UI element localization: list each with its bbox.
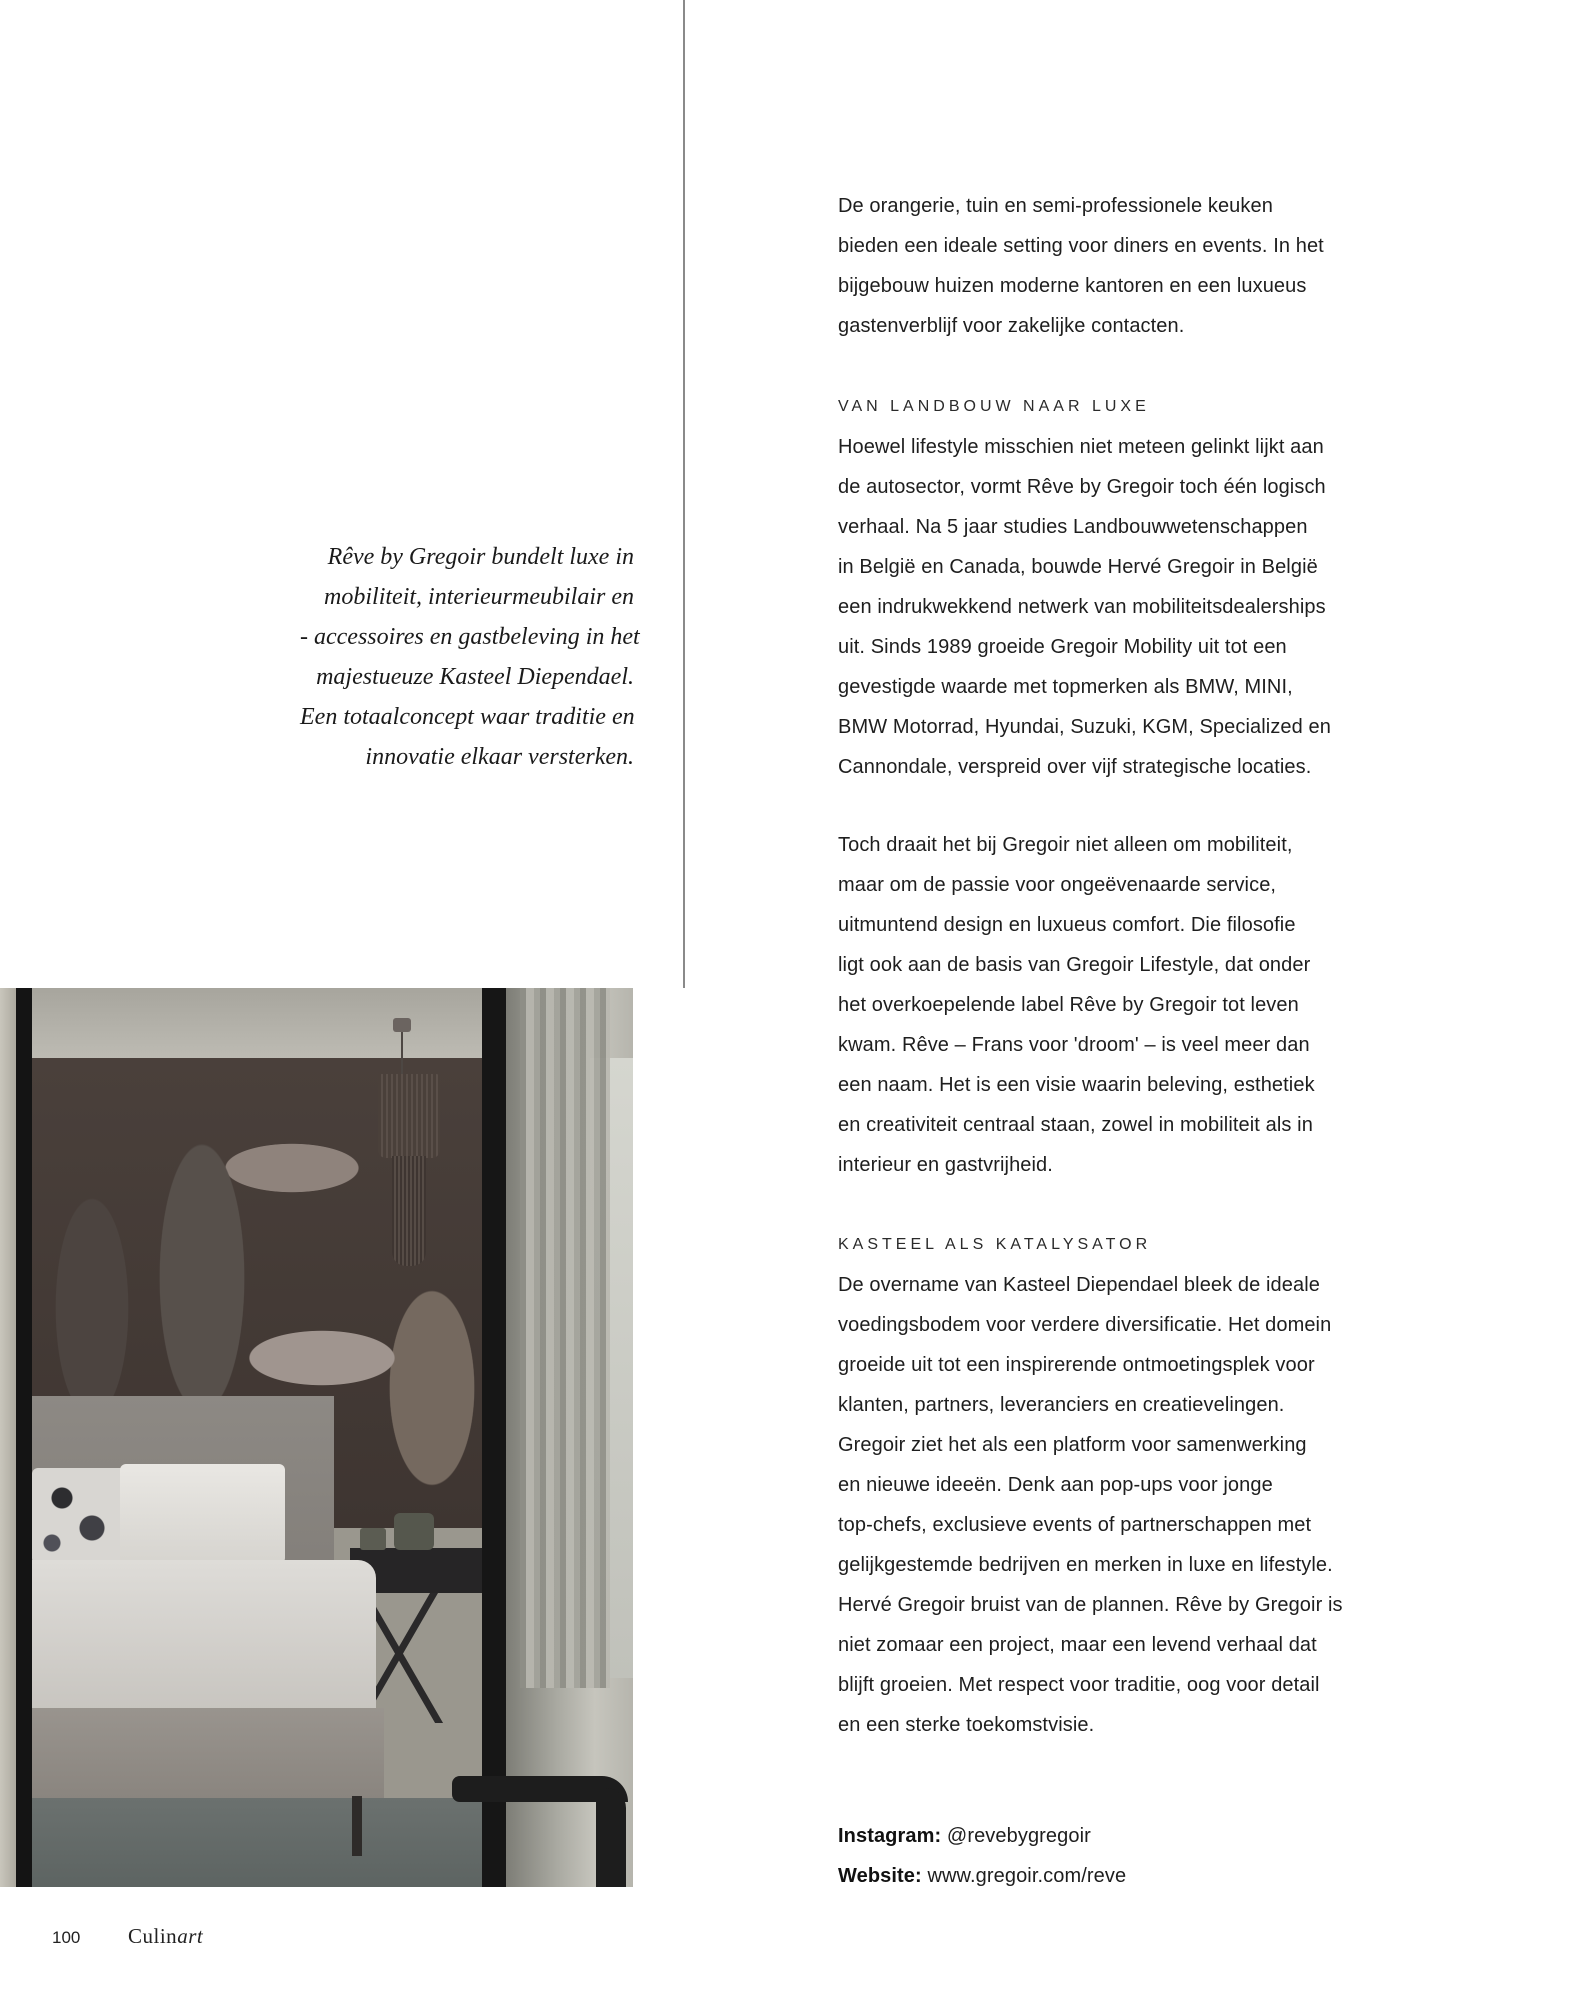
photo-carpet <box>32 1798 482 1887</box>
photo-pendant-lamp <box>378 1074 440 1158</box>
quote-line: - accessoires en gastbeleving in het <box>300 624 640 650</box>
website-label: Website: <box>838 1865 922 1887</box>
photo-glass-frame <box>16 988 32 1887</box>
text-line: Gregoir ziet het als een platform voor samenwerking <box>838 1434 1307 1456</box>
photo-bed-leg <box>352 1796 362 1856</box>
text-line: kwam. Rêve – Frans voor 'droom' – is veel meer dan <box>838 1034 1310 1056</box>
text-line: top-chefs, exclusieve events of partnerschappen met <box>838 1514 1312 1536</box>
intro-paragraph <box>838 186 1398 346</box>
instagram-line <box>838 1816 1398 1856</box>
contact-info <box>838 1816 1398 1896</box>
quote-line: innovatie elkaar versterken. <box>365 744 634 770</box>
text-line: verhaal. Na 5 jaar studies Landbouwwetenschappen <box>838 516 1308 538</box>
text-line: een indrukwekkend netwerk van mobiliteitsdealerships <box>838 596 1326 618</box>
text-line: bijgebouw huizen moderne kantoren en een luxueus <box>838 275 1307 297</box>
text-line: Cannondale, verspreid over vijf strategische locaties. <box>838 756 1312 778</box>
photo-bed-base <box>32 1708 384 1798</box>
text-line: uitmuntend design en luxueus comfort. Die filosofie <box>838 914 1296 936</box>
logo-regular: Culin <box>128 1924 178 1948</box>
quote-line: mobiliteit, interieurmeubilair en <box>324 584 634 610</box>
photo-glass-frame <box>482 988 506 1887</box>
section-heading: VAN LANDBOUW NAAR LUXE <box>838 398 1150 415</box>
photo-lamp-fringe <box>392 1156 426 1266</box>
logo-italic: art <box>177 1924 204 1948</box>
quote-line: Een totaalconcept waar traditie en <box>300 704 635 730</box>
text-line: de autosector, vormt Rêve by Gregoir toch één logisch <box>838 476 1326 498</box>
text-line: Hervé Gregoir bruist van de plannen. Rêve by Gregoir is <box>838 1594 1343 1616</box>
text-line: Hoewel lifestyle misschien niet meteen gelinkt lijkt aan <box>838 436 1324 458</box>
text-line: voedingsbodem voor verdere diversificatie. Het domein <box>838 1314 1332 1336</box>
photo-lamp-canopy <box>393 1018 411 1032</box>
text-line: en nieuwe ideeën. Denk aan pop-ups voor jonge <box>838 1474 1273 1496</box>
text-line: en een sterke toekomstvisie. <box>838 1714 1095 1736</box>
photo-cup <box>360 1528 386 1550</box>
instagram-label: Instagram: <box>838 1825 942 1847</box>
photo-ceiling <box>32 988 482 1058</box>
text-line: blijft groeien. Met respect voor traditie, oog voor detail <box>838 1674 1320 1696</box>
page-number: 100 <box>52 1928 81 1947</box>
section-van-landbouw <box>838 387 1398 787</box>
photo-chair-armrest <box>596 1788 626 1887</box>
section-heading: KASTEEL ALS KATALYSATOR <box>838 1236 1152 1253</box>
text-line: in België en Canada, bouwde Hervé Gregoir in België <box>838 556 1318 578</box>
text-line: uit. Sinds 1989 groeide Gregoir Mobility uit tot een <box>838 636 1287 658</box>
instagram-handle[interactable]: @revebygregoir <box>946 1825 1091 1847</box>
text-line: gelijkgestemde bedrijven en merken in luxe en lifestyle. <box>838 1554 1333 1576</box>
pull-quote <box>300 537 640 777</box>
text-line: De orangerie, tuin en semi-professionele keuken <box>838 195 1273 217</box>
text-line: bieden een ideale setting voor diners en events. In het <box>838 235 1324 257</box>
text-line: BMW Motorrad, Hyundai, Suzuki, KGM, Specialized en <box>838 716 1331 738</box>
website-line <box>838 1856 1398 1896</box>
text-line: gastenverblijf voor zakelijke contacten. <box>838 315 1185 337</box>
text-line: maar om de passie voor ongeëvenaarde service, <box>838 874 1277 896</box>
text-line: niet zomaar een project, maar een levend verhaal dat <box>838 1634 1317 1656</box>
text-line: het overkoepelende label Rêve by Gregoir tot leven <box>838 994 1299 1016</box>
magazine-logo <box>128 1924 203 1949</box>
text-line: interieur en gastvrijheid. <box>838 1154 1053 1176</box>
photo-pillow <box>120 1464 285 1564</box>
text-line: klanten, partners, leveranciers en creatievelingen. <box>838 1394 1285 1416</box>
text-line: gevestigde waarde met topmerken als BMW, MINI, <box>838 676 1293 698</box>
website-link[interactable]: www.gregoir.com/reve <box>927 1865 1127 1887</box>
photo-curtain <box>520 988 610 1688</box>
column-divider <box>683 0 685 988</box>
paragraph-reve-philosophy <box>838 825 1398 1185</box>
text-line: ligt ook aan de basis van Gregoir Lifestyle, dat onder <box>838 954 1311 976</box>
photo-duvet <box>32 1560 376 1710</box>
photo-teapot <box>394 1513 434 1550</box>
text-line: en creativiteit centraal staan, zowel in mobiliteit als in <box>838 1114 1313 1136</box>
text-line: De overname van Kasteel Diependael bleek de ideale <box>838 1274 1320 1296</box>
quote-line: Rêve by Gregoir bundelt luxe in <box>327 544 634 570</box>
bedroom-photo <box>0 988 633 1887</box>
text-line: groeide uit tot een inspirerende ontmoetingsplek voor <box>838 1354 1315 1376</box>
photo-lamp-rod <box>401 1032 403 1076</box>
section-kasteel <box>838 1225 1398 1745</box>
text-line: een naam. Het is een visie waarin beleving, esthetiek <box>838 1074 1315 1096</box>
text-line: Toch draait het bij Gregoir niet alleen om mobiliteit, <box>838 834 1293 856</box>
quote-line: majestueuze Kasteel Diependael. <box>316 664 634 690</box>
photo-floral-pillow <box>32 1468 127 1564</box>
